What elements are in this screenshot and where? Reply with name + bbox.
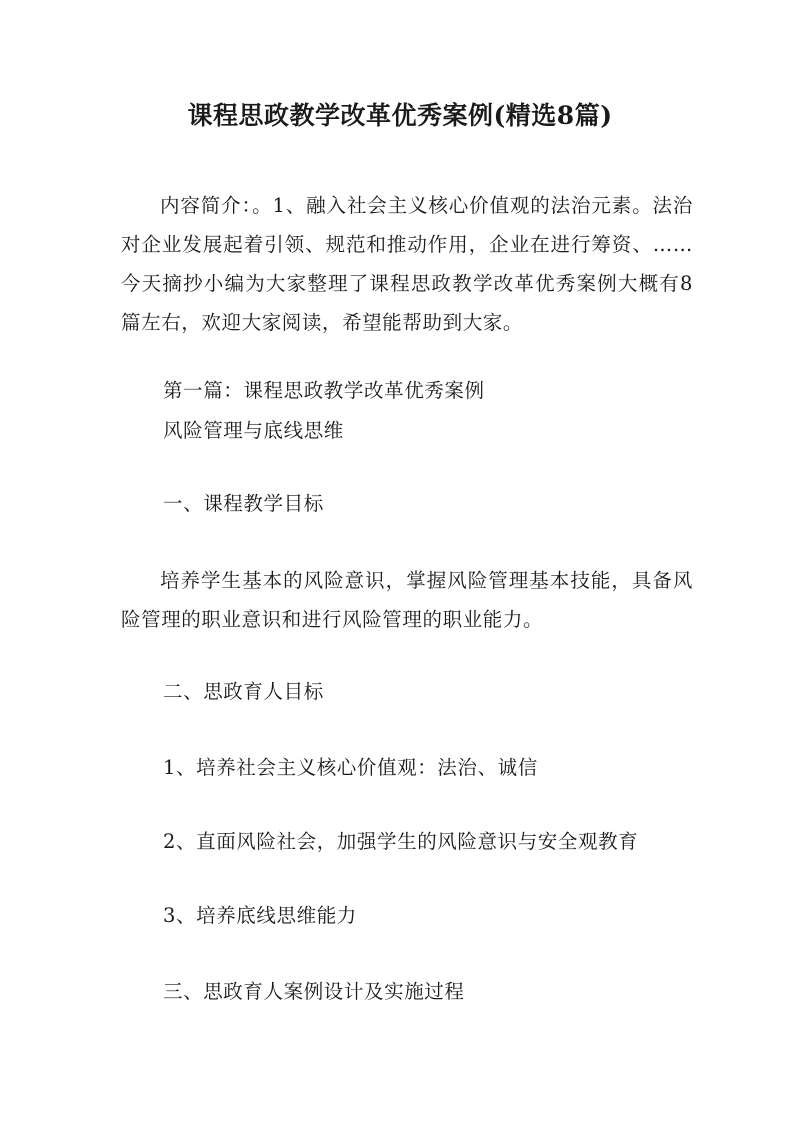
goal-item-2: 2、直面风险社会，加强学生的风险意识与安全观教育 bbox=[163, 830, 639, 853]
case-title: 风险管理与底线思维 bbox=[163, 419, 344, 442]
document-title: 课程思政教学改革优秀案例(精选8篇) bbox=[187, 101, 613, 130]
goal-item-3: 3、培养底线思维能力 bbox=[163, 904, 357, 927]
section1-body: 培养学生基本的风险意识，掌握风险管理基本技能，具备风险管理的职业意识和进行风险管理的职业能力。 bbox=[121, 569, 693, 631]
intro-paragraph: 内容简介：。1、融入社会主义核心价值观的法治元素。法治对企业发展起着引领、规范和推动作用，企业在进行筹资、……今天摘抄小编为大家整理了课程思政教学改革优秀案例大概有8篇左右，欢迎大家阅读，希望能帮助到大家。 bbox=[121, 194, 693, 334]
section2-heading: 二、思政育人目标 bbox=[163, 680, 324, 703]
section3-heading: 三、思政育人案例设计及实施过程 bbox=[163, 980, 465, 1003]
part-heading: 第一篇：课程思政教学改革优秀案例 bbox=[163, 379, 485, 402]
section1-heading: 一、课程教学目标 bbox=[163, 492, 324, 515]
goal-item-1: 1、培养社会主义核心价值观：法治、诚信 bbox=[163, 756, 538, 779]
